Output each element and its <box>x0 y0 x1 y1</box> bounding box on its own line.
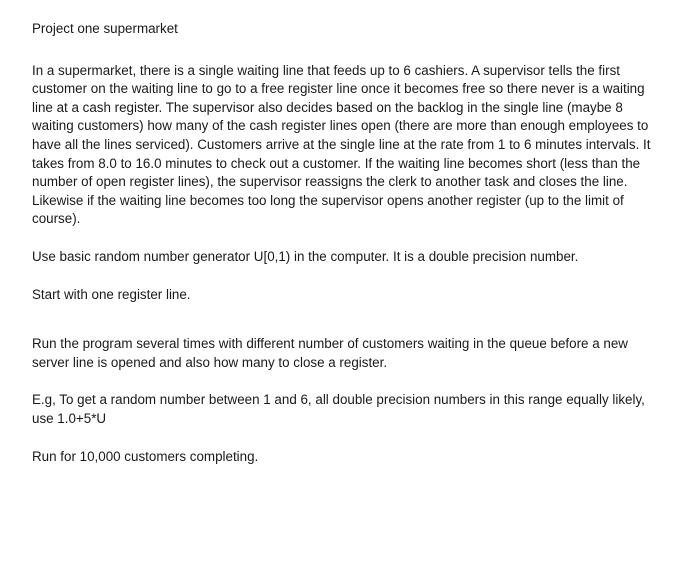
paragraph-example: E.g, To get a random number between 1 and 6, all double precision numbers in this range equally likely, use 1.0+5*U <box>32 392 645 426</box>
paragraph-run-instructions: Run the program several times with different number of customers waiting in the queue before a new server line is opened and also how many to close a register. <box>32 336 628 370</box>
paragraph-problem-description: In a supermarket, there is a single waiting line that feeds up to 6 cashiers. A supervisor tells the first customer on the waiting line to go to a free register line once it becomes free so there never is a waiting line at a cash register. The supervisor also decides based on the backlog in the single line (maybe 8 waiting customers) how many of the cash register lines open (there are more than enough employees to have all the lines serviced). Customers arrive at the single line at the rate from 1 to 6 minutes intervals. It takes from 8.0 to 16.0 minutes to check out a customer. If the waiting line becomes short (less than the number of open register lines), the supervisor reassigns the clerk to another task and closes the line. Likewise if the waiting line becomes too long the supervisor opens another register (up to the limit of course). <box>32 62 651 227</box>
paragraph-completion: Run for 10,000 customers completing. <box>32 448 259 464</box>
document-body <box>32 20 660 485</box>
paragraph-random-generator: Use basic random number generator U[0,1) in the computer. It is a double precision number. <box>32 248 579 264</box>
document-title: Project one supermarket <box>32 21 178 36</box>
paragraph-start: Start with one register line. <box>32 286 191 302</box>
